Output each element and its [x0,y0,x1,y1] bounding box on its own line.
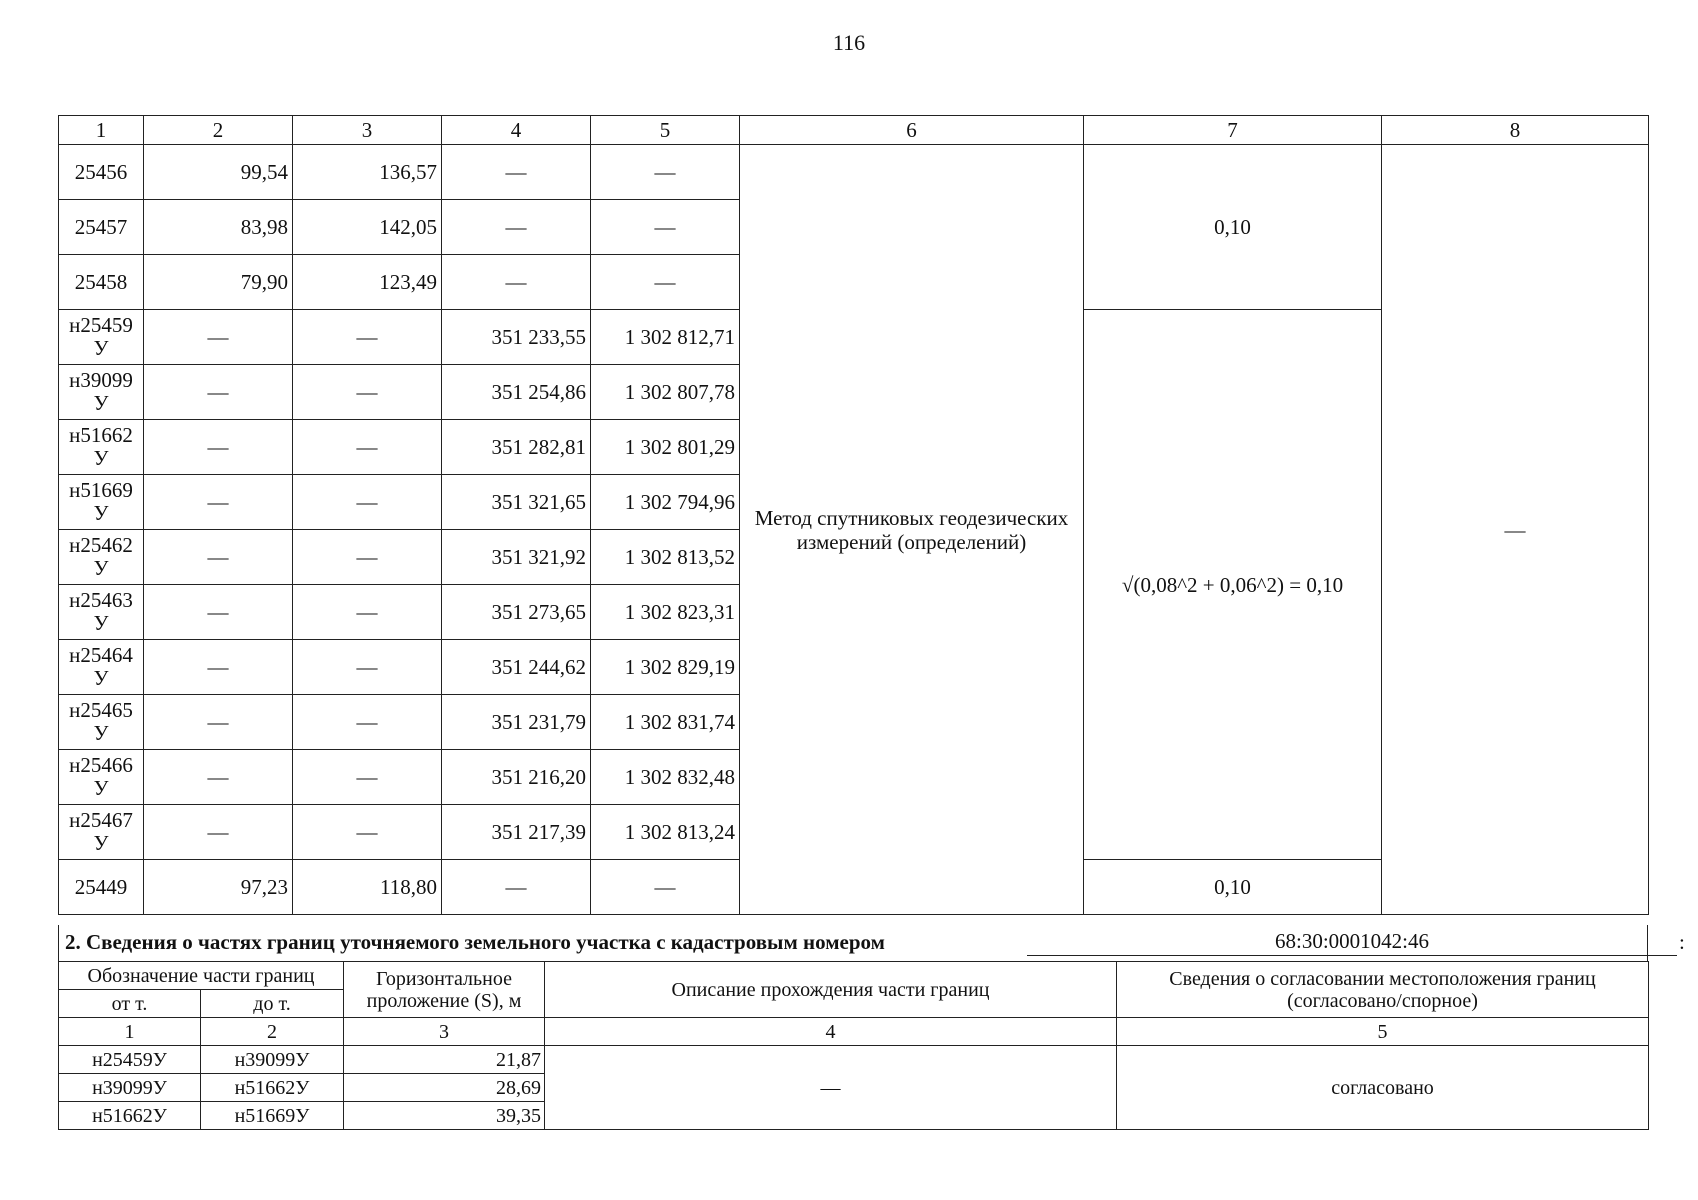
cell-c3: — [293,365,442,420]
to-point: н51662У [201,1074,344,1102]
part-designation-header: Обозначение части границ [59,962,344,990]
cell-c2: — [144,475,293,530]
cell-c2: — [144,530,293,585]
cell-c2: 99,54 [144,145,293,200]
table-row [59,145,1649,200]
cell-c2: — [144,640,293,695]
cell-c5: 1 302 823,31 [591,585,740,640]
cell-c4: 351 273,65 [442,585,591,640]
accuracy-top-cell: 0,10 [1084,145,1382,310]
cell-c3: — [293,805,442,860]
point-id: н25459 У [59,310,144,365]
cell-c5: 1 302 794,96 [591,475,740,530]
cell-c4: 351 231,79 [442,695,591,750]
cell-c3: — [293,585,442,640]
cell-c5: 1 302 829,19 [591,640,740,695]
cell-c4: 351 254,86 [442,365,591,420]
description-cell: — [545,1046,1117,1130]
header-cell-8: 8 [1382,116,1649,145]
point-id: н25463 У [59,585,144,640]
cell-c2: — [144,750,293,805]
parts-header-row [59,962,1649,990]
cell-c4: 351 244,62 [442,640,591,695]
cell-c5: 1 302 812,71 [591,310,740,365]
cell-c2: — [144,805,293,860]
cell-c4: 351 217,39 [442,805,591,860]
boundary-parts-table [58,961,1649,1130]
header-cell-6: 6 [740,116,1084,145]
point-id: 25458 [59,255,144,310]
to-header: до т. [201,990,344,1018]
cell-c2: — [144,420,293,475]
number-cell-5: 5 [1117,1018,1649,1046]
accuracy-middle-cell: √(0,08^2 + 0,06^2) = 0,10 [1084,310,1382,860]
cell-c4: 351 282,81 [442,420,591,475]
cell-c4: — [442,145,591,200]
cell-c2: 97,23 [144,860,293,915]
number-cell-3: 3 [344,1018,545,1046]
cell-c5: 1 302 807,78 [591,365,740,420]
cell-c4: — [442,200,591,255]
cell-c5: 1 302 831,74 [591,695,740,750]
cell-c3: — [293,475,442,530]
number-cell-1: 1 [59,1018,201,1046]
cell-c4: 351 216,20 [442,750,591,805]
cell-c3: — [293,750,442,805]
point-id: 25449 [59,860,144,915]
from-header: от т. [59,990,201,1018]
cell-c2: — [144,310,293,365]
header-cell-2: 2 [144,116,293,145]
description-header: Описание прохождения части границ [545,962,1117,1018]
cell-c4: 351 321,92 [442,530,591,585]
cell-c2: — [144,365,293,420]
header-cell-5: 5 [591,116,740,145]
title-colon: : [1679,930,1685,954]
cell-c3: — [293,310,442,365]
cell-c4: — [442,860,591,915]
agreement-header: Сведения о согласовании местоположения границ (согласовано/спорное) [1117,962,1649,1018]
header-cell-4: 4 [442,116,591,145]
section-2-title-row [58,925,1685,961]
cell-c5: — [591,200,740,255]
horizontal-header: Горизонтальное проложение (S), м [344,962,545,1018]
table-header-row [59,116,1649,145]
cell-c3: 142,05 [293,200,442,255]
method-cell: Метод спутниковых геодезических измерений (определений) [740,145,1084,915]
cell-c5: — [591,860,740,915]
from-point: н39099У [59,1074,201,1102]
table-row [59,1046,1649,1074]
cell-c4: — [442,255,591,310]
point-id: н25465 У [59,695,144,750]
cell-c5: 1 302 813,52 [591,530,740,585]
from-point: н51662У [59,1102,201,1130]
cell-c4: 351 321,65 [442,475,591,530]
length-cell: 21,87 [344,1046,545,1074]
cell-c4: 351 233,55 [442,310,591,365]
to-point: н51669У [201,1102,344,1130]
length-cell: 28,69 [344,1074,545,1102]
header-cell-1: 1 [59,116,144,145]
to-point: н39099У [201,1046,344,1074]
point-id: н25466 У [59,750,144,805]
length-cell: 39,35 [344,1102,545,1130]
point-id: н25462 У [59,530,144,585]
page-number: 116 [832,30,866,55]
cell-c3: — [293,695,442,750]
coordinates-table [58,115,1649,915]
header-cell-3: 3 [293,116,442,145]
cell-c2: — [144,585,293,640]
point-id: н51669 У [59,475,144,530]
cell-c3: — [293,640,442,695]
cell-c5: 1 302 801,29 [591,420,740,475]
cell-c5: — [591,145,740,200]
cadastral-number: 68:30:0001042:46 [1027,929,1677,956]
cell-c3: 118,80 [293,860,442,915]
agreement-cell: согласовано [1117,1046,1649,1130]
cell-c3: — [293,530,442,585]
cell-c2: — [144,695,293,750]
cell-c2: 83,98 [144,200,293,255]
point-id: н39099 У [59,365,144,420]
point-id: 25456 [59,145,144,200]
point-id: н51662 У [59,420,144,475]
from-point: н25459У [59,1046,201,1074]
cell-c5: — [591,255,740,310]
section-2-title: 2. Сведения о частях границ уточняемого земельного участка с кадастровым номером [65,930,885,954]
parts-number-row [59,1018,1649,1046]
number-cell-2: 2 [201,1018,344,1046]
cell-c5: 1 302 813,24 [591,805,740,860]
point-id: н25467 У [59,805,144,860]
cell-c3: 136,57 [293,145,442,200]
column-8-cell: — [1382,145,1649,915]
cell-c3: 123,49 [293,255,442,310]
cell-c3: — [293,420,442,475]
cell-c5: 1 302 832,48 [591,750,740,805]
header-cell-7: 7 [1084,116,1382,145]
point-id: 25457 [59,200,144,255]
number-cell-4: 4 [545,1018,1117,1046]
accuracy-bottom-cell: 0,10 [1084,860,1382,915]
point-id: н25464 У [59,640,144,695]
cell-c2: 79,90 [144,255,293,310]
